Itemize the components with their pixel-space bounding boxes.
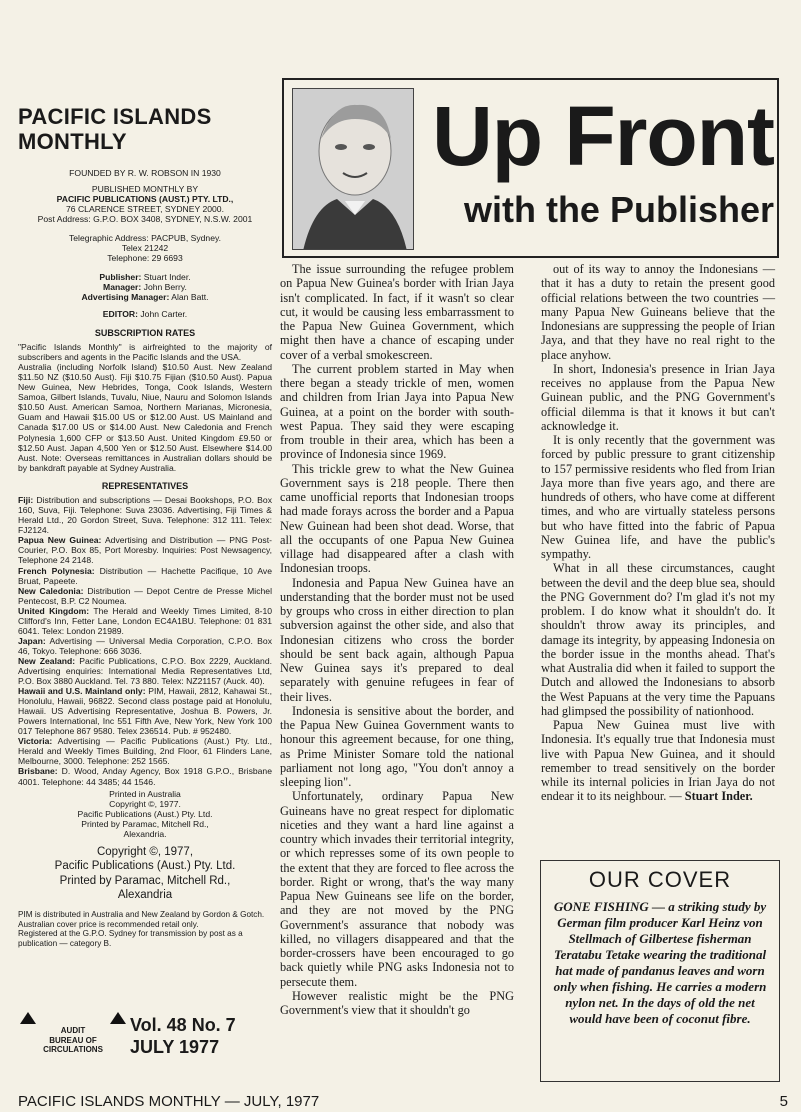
author-signature: Stuart Inder. [681,789,753,804]
representative-place: New Caledonia: [18,585,84,596]
representative-place: Victoria: [18,736,53,747]
publisher-photo [292,88,414,250]
header-subtitle: with the Publisher [463,189,774,230]
representative-entry [18,535,272,565]
cover-caption: GONE FISHING — a striking study by German film producer Karl Heinz von Stellmach of Gilbertese fisherman Teratabu Tetake wearing the traditional hat made of pandanus leaves and worn only when fishing. He carries a modern nylon net. In the days of old the net would have been of coconut fibre. [553,899,767,1026]
representative-entry [18,636,272,656]
representative-text: Distribution — Hachette Pacifique, 10 Ave Bruat, Papeete. [18,565,272,586]
representative-place: United Kingdom: [18,605,90,616]
representative-place: Fiji: [18,495,34,506]
cover-heading: OUR COVER [588,867,732,892]
representative-place: Papua New Guinea: [18,535,102,546]
representative-text: The Herald and Weekly Times Limited, 8-10 Clifford's Inn, Fetter Lane, London EC4A1BU. Telephone: 01 831 6041. Telex: London 21989. [18,605,273,636]
portrait-image [293,89,414,250]
staff-list: Publisher: Stuart Inder. Manager: John Berry. Advertising Manager: Alan Batt. EDITOR: John Carter. [81,272,209,319]
representative-entry [18,766,272,786]
representatives-list [18,495,272,786]
representative-text: Distribution — Depot Centre de Presse Michel Pentecost, B.P. C2 Noumea. [18,585,272,606]
article-paragraph: Unfortunately, ordinary Papua New Guineans have no great respect for diplomatic niceties and they want a hard line against a country which invades their territorial integrity, or which represses some of its own people to the extent that they are forced to flee across the border. Right or wrong, that's the way many Papua New Guineans see life on the border, and they are not moved by the PNG Government's assurance that nobody was killed, no villagers disappeared and that the border-crossers have been encouraged to go back quietly while PNG asks Indonesia not to persecute them. [280,789,514,989]
subscription-rates: SUBSCRIPTION RATES "Pacific Islands Monthly" is airfreighted to the majority of subscribers and agents in the Pacific Islands and the USA. Australia (including Norfolk Island) $10.50 Aust. New Zealand $11.50 NZ ($10.50 Aust). Fiji $10.75 Fijian ($10.50 Aust). Papua New Guinea, New Hebrides, Tonga, Cook Islands, Western Samoa, Gilbert Islands, Tuvalu, Niue, Nauru and Solomon Islands $10.50 Aust. American Samoa, Northern Marianas, Micronesia, Guam and Hawaii $15.00 US or $12.00 Aust. US Mainland and Canada $17.00 US or $14.00 Aust. New Caledonia and French Polynesia 1,600 CFP or $13.50 Aust. United Kingdom £9.50 or $12.50 Aust. Japan 4,500 Yen or $12.50 Aust. Elsewhere $14.00 Aust. Note: Overseas remittances in Australian dollars should be by bankdraft payable at Sydney Australia. [18,327,272,473]
representative-place: Hawaii and U.S. Mainland only: [18,686,146,697]
representative-entry [18,566,272,586]
audit-bureau-logo: AUDIT BUREAU OF CIRCULATIONS [18,1012,128,1055]
publisher-info: FOUNDED BY R. W. ROBSON IN 1930 PUBLISHED MONTHLY BY PACIFIC PUBLICATIONS (AUST.) PTY. LTD., 76 CLARENCE STREET, SYDNEY 2000. Post Address: G.P.O. BOX 3408, SYDNEY, N.S.W. 2001 [37,168,253,225]
article-paragraph: Indonesia and Papua New Guinea have an understanding that the border must not be used by groups who cross in either direction to plan subversion against the other side, and also that Indonesian citizens who cross the border should be sent back again, although Papua New Guinea says it's prepared to deal separately with genuine refugees in fear of their lives. [280,575,514,704]
representative-place: Brisbane: [18,766,58,777]
representative-text: Advertising — Universal Media Corporation, C.P.O. Box 46, Tokyo. Telephone: 666 3036. [18,635,272,656]
copyright-notice: Copyright ©, 1977, Pacific Publications (Aust.) Pty. Ltd. Printed by Paramac, Mitchell Rd., Alexandria [54,845,236,901]
article-paragraph: Papua New Guinea must live with Indonesia. It's equally true that Indonesia must live with Papua New Guinea, and it should remember to tread sensitively on the border while its internal policies in Irian Jaya do not endear it to its neighbour. — Stuart Inder. [541,718,775,804]
representative-entry [18,686,272,736]
representative-place: French Polynesia: [18,565,95,576]
page-number: 5 [779,1093,788,1110]
article-column-1 [280,262,514,1017]
header-title: Up Front [432,89,774,183]
representatives: REPRESENTATIVES Fiji: Distribution and subscriptions — Desai Bookshops, P.O. Box 160, Suva, Fiji. Telephone: Suva 23036. Advertising, Fiji Times & Herald Ltd., 20 Gordon Street, Suva. Telephone: 312 111. Telex: FJ2124. Papua New Guinea: Advertising and Distribution — PNG Post-Courier, P.O. Box 85, Port Moresby. Inquiries: Post Newsagency, Telephone 24 2148. French Polynesia: Distribution — Hachette Pacifique, 10 Ave Bruat, Papeete. New Caledonia: Distribution — Depot Centre de Presse Michel Pentecost, B.P. C2 Noumea. United Kingdom: The Herald and Weekly Times Limited, 8-10 Clifford's Inn, Fetter Lane, London EC4A1BU. Telephone: 01 831 6041. Telex: London 21989. Japan: Advertising — Universal Media Corporation, C.P.O. Box 46, Tokyo. Telephone: 666 3036. New Zealand: Pacific Publications, C.P.O. Box 2229, Auckland. Advertising enquiries: International Media Representatives Ltd, P.O. Box 3880 Auckland. Tel. 73 880. Telex: NZ21157 (Auck. 40). Hawaii and U.S. Mainland only: PIM, Hawaii, 2812, Kahawai St., Honolulu, Hawaii, 96822. Second class postage paid at Honolulu, Hawaii. US Advertising Representative, Joshua B. Powers, Jr. Powers International, Inc 551 Fifth Ave, New York, New York 100 017 Telephone 867 9580. Telex 236514. Pub. # 952480. Victoria: Advertising — Pacific Publications (Aust.) Pty. Ltd., Herald and Weekly Times Building, 2nd Floor, 61 Flinders Lane, Melbourne, 3000. Telephone: 252 1565. Brisbane: D. Wood, Anday Agency, Box 1918 G.P.O., Brisbane 4001. Telephone: 44 3485; 44 1546. [18,480,273,787]
article-paragraph: The current problem started in May when there began a steady trickle of men, women and children from Irian Jaya into Papua New Guinea, at a point on the border with south-west Papua. They said they were escaping from trouble in their area, which has been a province of Indonesia since 1969. [280,361,514,462]
article-paragraph: What in all these circumstances, caught between the devil and the deep blue sea, should the PNG Government do? I'm glad it's not my problem. I do know what it shouldn't do. It shouldn't throw away its principles, and damage its integrity, by appeasing Indonesia on the border issue in the months ahead. That's what Australia did when it failed to support the Dutch and allowed the Indonesians to absorb the West Papuans at the very time the Papuans had glimpsed the possibility of nationhood. [541,561,775,718]
masthead-title: PACIFIC ISLANDS MONTHLY [18,104,212,154]
representative-entry [18,586,272,606]
representative-entry [18,495,272,535]
page-footer [18,1092,788,1112]
article-paragraph: out of its way to annoy the Indonesians — that it has a duty to retain the present good official relations between the two countries — many Papua New Guineans believe that the Indonesians are suppressing the people of Irian Jaya, and that they have no real right to the place anyhow. [541,262,775,362]
article-paragraph: Indonesia is sensitive about the border, and the Papua New Guinea Government wants to honour this agreement because, for one thing, as Prime Minister Somare told the national parliament not long ago, "You don't annoy a sleeping lion". [280,703,514,789]
up-front-header [282,78,779,258]
article-paragraph: The issue surrounding the refugee problem on Papua New Guinea's border with Irian Jaya isn't complicated. In fact, if it wasn't so clear cut, it would be causing less embarrassment to the Papua New Guinea Government, which might then have a chance of escaping under cover of a verbal smokescreen. [280,262,514,362]
representative-entry [18,656,272,686]
article-paragraph: In short, Indonesia's presence in Irian Jaya receives no applause from the Papua New Guinean public, and the PNG Government's official dilemma is that it knows it but can't acknowledge it. [541,361,775,433]
representative-text: Advertising — Pacific Publications (Aust.) Pty. Ltd., Herald and Weekly Times Building, 2nd Floor, 61 Flinders Lane, Melbourne, 3000. Telephone: 252 1565. [18,736,273,767]
triangle-icon [20,1012,36,1024]
representative-place: New Zealand: [18,655,76,666]
representative-text: D. Wood, Anday Agency, Box 1918 G.P.O., Brisbane 4001. Telephone: 44 3485; 44 1546. [18,766,272,787]
masthead-column [18,104,272,959]
representative-text: Distribution and subscriptions — Desai Bookshops, P.O. Box 160, Suva, Fiji. Telephone: Suva 23036. Advertising, Fiji Times & Herald Ltd., 20 Gordon Street, Suva. Telephone: 312 111. Telex: FJ2124. [18,495,272,536]
printed-small: Printed in Australia Copyright ©, 1977. Pacific Publications (Aust.) Pty. Ltd. Printed by Paramac, Mitchell Rd., Alexandria. [77,788,213,839]
representative-entry [18,736,272,766]
issue-info: Vol. 48 No. 7 JULY 1977 [130,1015,236,1057]
article-paragraph: It is only recently that the government was forced by public pressure to grant citizenship to 157 permissive residents who fled from Irian Jaya more than five years ago, and there are hundreds of others, who have come at different times, and who are virtually stateless persons but who have fitted into the fabric of Papua New Guinea life, and have the public's sympathy. [541,433,775,561]
article-column-2 [541,262,775,804]
representative-text: Pacific Publications, C.P.O. Box 2229, Auckland. Advertising enquiries: International Media Representatives Ltd, P.O. Box 3880 Auckland. Tel. 73 880. Telex: NZ21157 (Auck. 40). [18,655,272,687]
representative-text: Advertising and Distribution — PNG Post-Courier, P.O. Box 85, Port Moresby. Inquiries: Post Newsagency, Telephone 24 2148. [18,535,272,566]
representative-place: Japan: [18,635,46,646]
contact-info: Telegraphic Address: PACPUB, Sydney. Telex 21242 Telephone: 29 6693 [68,233,222,264]
article-paragraph: This trickle grew to what the New Guinea Government says is 218 people. There then came unofficial reports that Indonesian troops had made forays across the border and a Papua New Guinean had been shot dead. Worse, that all the occupants of one Papua New Guinea village had disappeared after a clash with Indonesian troops. [280,461,514,576]
our-cover-box [540,860,780,1082]
representative-entry [18,606,272,636]
distribution-note: PIM is distributed in Australia and New Zealand by Gordon & Gotch. Australian cover price is recommended retail only. Registered at the G.P.O. Sydney for transmission by post as a publication — category B. [18,910,265,949]
article-paragraph: However realistic might be the PNG Government's view that it shouldn't go [280,988,514,1017]
representative-text: PIM, Hawaii, 2812, Kahawai St., Honolulu, Hawaii, 96822. Second class postage paid at Honolulu, Hawaii. US Advertising Representative, Joshua B. Powers, Jr. Powers International, Inc 551 Fifth Ave, New York, New York 100 017 Telephone 867 9580. Telex 236514. Pub. # 952480. [18,686,272,737]
footer-title: PACIFIC ISLANDS MONTHLY — JULY, 1977 [18,1093,320,1110]
triangle-icon [110,1012,126,1024]
